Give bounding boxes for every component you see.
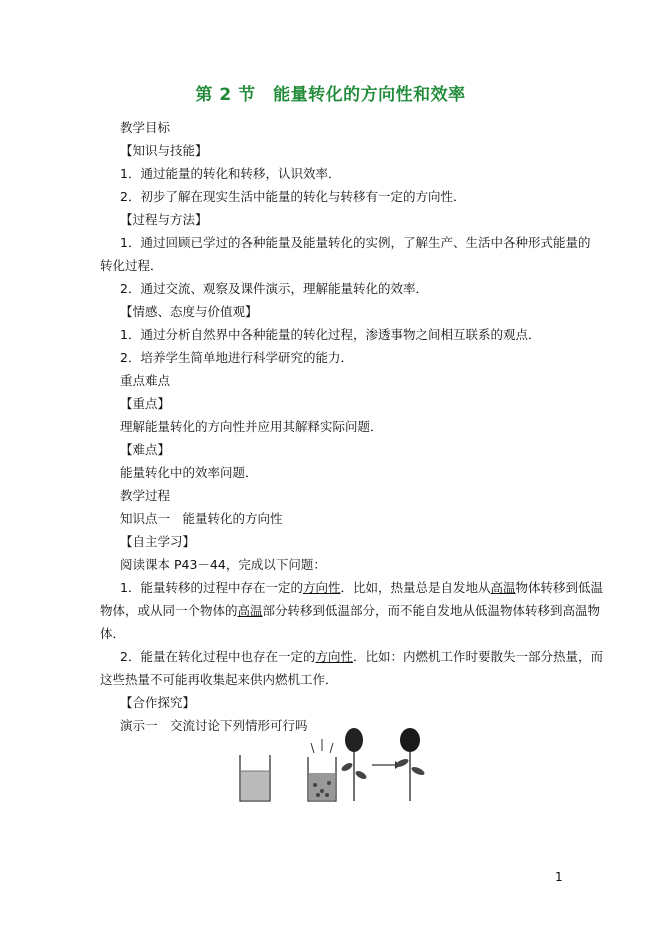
beaker-icon [240,755,270,801]
subsection-heading: 【合作探究】 [120,695,196,710]
text-line: 理解能量转化的方向性并应用其解释实际问题． [120,419,383,434]
text-span: 部分转移到低温部分，而不能自发地从低温物体转移到高温物 [262,603,601,618]
answer-blank: 高温 [237,603,263,618]
subsection-heading: 【难点】 [120,442,171,457]
text-line: 2．培养学生简单地进行科学研究的能力． [120,350,353,365]
text-line: 2．通过交流、观察及课件演示，理解能量转化的效率． [120,281,428,296]
rose-icon [394,728,425,801]
text-line: 能量转化中的效率问题． [120,465,258,480]
subsection-heading: 【情感、态度与价值观】 [120,304,258,319]
text-line: 1．通过分析自然界中各种能量的转化过程，渗透事物之间相互联系的观点． [120,327,541,342]
section-heading: 教学目标 [120,120,171,135]
section-heading: 教学过程 [120,488,171,503]
answer-blank: 高温 [490,580,516,595]
text-line: 转化过程． [100,258,163,273]
text-line [120,649,603,665]
text-line: 演示一 交流讨论下列情形可行吗 [120,718,308,733]
section-heading: 重点难点 [120,373,171,388]
rose-icon [340,728,367,801]
page-title: 第 2 节 能量转化的方向性和效率 [195,85,466,105]
text-line: 这些热量不可能再收集起来供内燃机工作． [100,672,338,687]
text-line [120,580,603,596]
text-line: 1．通过能量的转化和转移，认识效率． [120,166,341,181]
text-span: 物体，或从同一个物体的 [100,603,238,618]
heated-beaker-icon [308,739,336,801]
text-span: ．比如：内燃机工作时要散失一部分热量，而 [352,649,603,664]
text-line: 2．初步了解在现实生活中能量的转化与转移有一定的方向性． [120,189,466,204]
text-span: 1．能量转移的过程中存在一定的 [120,580,303,595]
subsection-heading: 【知识与技能】 [120,143,208,158]
page-number: 1 [555,870,563,884]
text-span: ．比如，热量总是自发地从 [340,580,491,595]
answer-blank: 方向性 [315,649,353,664]
text-span: 2．能量在转化过程中也存在一定的 [120,649,316,664]
text-line: 1．通过回顾已学过的各种能量及能量转化的实例，了解生产、生活中各种形式能量的 [120,235,591,250]
subsection-heading: 【自主学习】 [120,534,196,549]
answer-blank: 方向性 [302,580,341,595]
text-line: 体． [100,626,126,641]
subsection-heading: 【过程与方法】 [120,212,208,227]
text-line [100,603,600,619]
text-span: 物体转移到低温 [515,580,604,595]
subsection-heading: 【重点】 [120,396,171,411]
text-line: 阅读课本 P43－44，完成以下问题： [120,557,326,572]
section-heading: 知识点一 能量转化的方向性 [120,511,283,526]
demo-figure [230,725,440,805]
